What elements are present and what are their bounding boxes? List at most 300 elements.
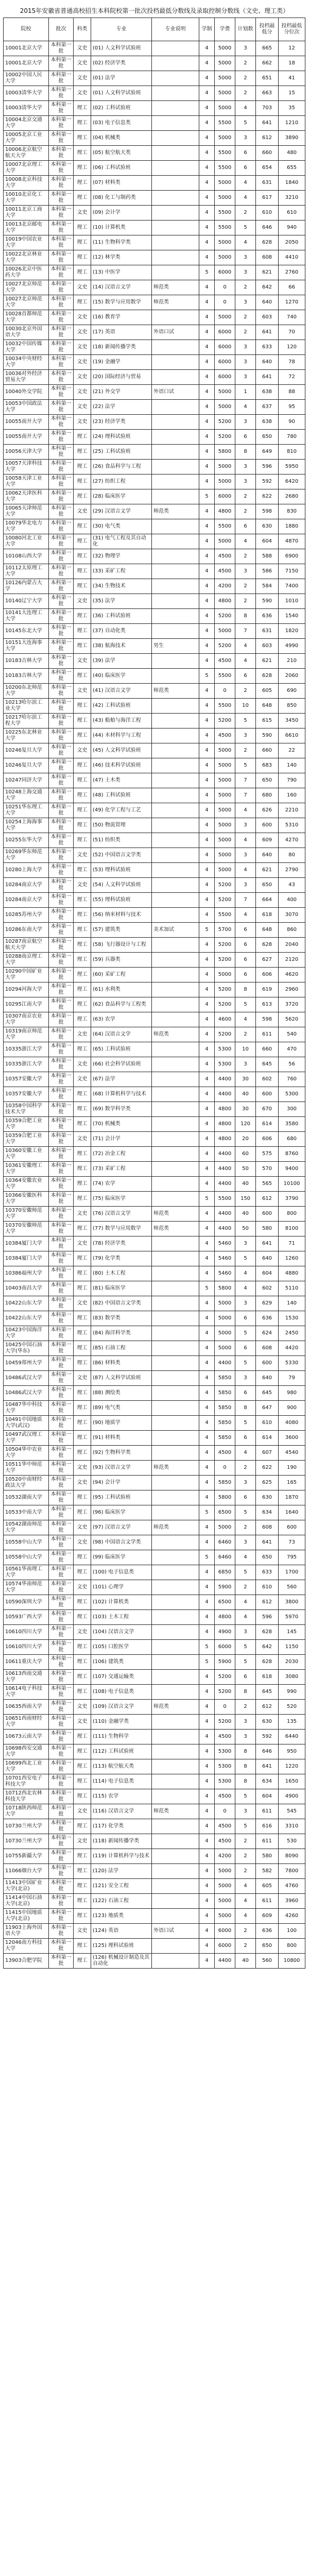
cell-category: 理工 [74,221,91,235]
cell-plan: 4 [235,1909,256,1924]
table-row [4,743,305,758]
cell-category: 理工 [74,1446,91,1461]
cell-plan: 5 [235,1819,256,1834]
cell-note [152,1744,199,1759]
cell-category: 理工 [74,833,91,848]
cell-rank: 2030 [279,1655,305,1670]
cell-note [152,938,199,953]
cell-plan: 6 [235,1386,256,1401]
cell-category: 理工 [74,639,91,654]
cell-note [152,41,199,56]
cell-note: 外语口试 [152,325,199,340]
cell-rank: 100 [279,1924,305,1939]
cell-tuition: 5000 [215,624,235,639]
cell-rank: 1530 [279,1311,305,1326]
table-row [4,1744,305,1759]
cell-plan: 6 [235,669,256,684]
cell-school: 10284南京大学 [4,893,49,908]
cell-years: 4 [199,1580,215,1595]
cell-major: (54) 人文科学试验班 [91,878,152,893]
cell-tuition: 6000 [215,489,235,504]
cell-note [152,1431,199,1446]
cell-min-score: 663 [256,86,279,101]
cell-plan: 4 [235,1446,256,1461]
cell-category: 理工 [74,1610,91,1625]
cell-tuition: 4400 [215,1954,235,1969]
cell-tuition: 6000 [215,370,235,385]
cell-batch: 本科第一批 [49,728,74,743]
cell-tuition: 5850 [215,1386,235,1401]
cell-min-score: 584 [256,579,279,594]
cell-plan: 2 [235,1939,256,1954]
cell-batch: 本科第一批 [49,221,74,235]
cell-rank: 1880 [279,519,305,534]
cell-years: 4 [199,878,215,893]
cell-batch: 本科第一批 [49,997,74,1012]
cell-years: 4 [199,953,215,968]
cell-major: (24) 理科试验班 [91,430,152,445]
admission-table [3,18,305,1969]
table-row [4,564,305,579]
cell-note [152,131,199,146]
cell-rank: 4260 [279,1909,305,1924]
cell-years: 4 [199,848,215,863]
cell-category: 理工 [74,1849,91,1864]
cell-batch: 本科第一批 [49,863,74,878]
cell-major: (80) 土木工程 [91,1266,152,1281]
cell-batch: 本科第一批 [49,684,74,699]
cell-note [152,1894,199,1909]
cell-rank: 22 [279,743,305,758]
cell-school: 10366安徽医科大学 [4,1192,49,1207]
cell-school: 10065天津师范大学 [4,504,49,519]
cell-school: 10183吉林大学 [4,669,49,684]
cell-major: (05) 航空航天类 [91,146,152,161]
cell-batch: 本科第一批 [49,340,74,355]
table-row [4,56,305,71]
cell-batch: 本科第一批 [49,534,74,549]
cell-rank: 4270 [279,833,305,848]
cell-category: 文史 [74,1236,91,1251]
cell-tuition: 5200 [215,1685,235,1700]
cell-note [152,116,199,131]
cell-min-score: 612 [256,1700,279,1715]
cell-plan: 3 [235,818,256,833]
cell-category: 文史 [74,340,91,355]
cell-years: 4 [199,325,215,340]
cell-rank: 1650 [279,1774,305,1789]
cell-major: (92) 生物科学类 [91,1446,152,1461]
cell-plan: 10 [235,1042,256,1057]
cell-years: 5 [199,1655,215,1670]
cell-plan: 2 [235,280,256,295]
cell-tuition: 4500 [215,564,235,579]
cell-batch: 本科第一批 [49,161,74,176]
cell-note [152,1326,199,1341]
cell-note [152,1909,199,1924]
cell-major: (98) 中国语言文学类 [91,1535,152,1550]
cell-min-score: 638 [256,385,279,400]
table-row [4,310,305,325]
table-row [4,1057,305,1072]
cell-major: (103) 土木工程 [91,1610,152,1625]
cell-min-score: 650 [256,1550,279,1565]
cell-plan: 4 [235,101,256,116]
cell-batch: 本科第一批 [49,1789,74,1804]
cell-plan: 3 [235,340,256,355]
cell-plan: 3 [235,1236,256,1251]
cell-category: 文史 [74,1072,91,1087]
cell-rank: 610 [279,206,305,221]
cell-years: 4 [199,579,215,594]
cell-major: (25) 工科试验班 [91,445,152,460]
cell-years: 4 [199,893,215,908]
cell-school: 10755新疆大学 [4,1849,49,1864]
cell-major: (64) 汉语言文学 [91,1027,152,1042]
cell-major: (63) 农学 [91,1012,152,1027]
cell-note [152,460,199,474]
cell-min-score: 617 [256,191,279,206]
cell-major: (85) 石油工程 [91,1341,152,1356]
cell-years: 4 [199,519,215,534]
cell-rank: 950 [279,1744,305,1759]
cell-category: 理工 [74,1192,91,1207]
cell-years: 4 [199,1759,215,1774]
cell-years: 4 [199,1461,215,1476]
cell-category: 理工 [74,1087,91,1102]
cell-category: 文史 [74,654,91,669]
cell-school: 10145东北大学 [4,624,49,639]
cell-tuition: 4400 [215,1162,235,1177]
cell-batch: 本科第一批 [49,758,74,773]
cell-years: 4 [199,1087,215,1102]
cell-category: 理工 [74,923,91,938]
cell-category: 理工 [74,1595,91,1610]
cell-plan: 6 [235,430,256,445]
cell-rank: 43 [279,878,305,893]
cell-rank: 8090 [279,1849,305,1864]
cell-major: (55) 理科试验班 [91,893,152,908]
cell-years: 4 [199,758,215,773]
cell-batch: 本科第一批 [49,310,74,325]
cell-plan: 4 [235,235,256,250]
cell-tuition: 5300 [215,1759,235,1774]
column-header-rank: 投档最低分位次 [279,18,305,41]
cell-plan: 8 [235,445,256,460]
cell-tuition: 6000 [215,1924,235,1939]
cell-tuition: 5500 [215,146,235,161]
cell-rank: 140 [279,758,305,773]
cell-plan: 2 [235,71,256,86]
cell-school: 10610四川大学 [4,1640,49,1655]
cell-category: 理工 [74,714,91,728]
cell-years: 4 [199,1954,215,1969]
cell-batch: 本科第一批 [49,968,74,982]
cell-min-score: 618 [256,1670,279,1685]
table-row [4,579,305,594]
cell-batch: 本科第一批 [49,415,74,430]
cell-category: 理工 [74,549,91,564]
cell-batch: 本科第一批 [49,803,74,818]
table-row [4,1505,305,1520]
cell-tuition: 5700 [215,923,235,938]
table-row [4,1461,305,1476]
cell-school: 10040外交学院 [4,385,49,400]
cell-batch: 本科第一批 [49,1207,74,1222]
cell-min-score: 612 [256,131,279,146]
table-row [4,1371,305,1386]
cell-batch: 本科第一批 [49,385,74,400]
cell-major: (07) 材料类 [91,176,152,191]
cell-rank: 780 [279,430,305,445]
cell-rank: 2960 [279,982,305,997]
table-row [4,923,305,938]
cell-school: 10359合肥工业大学 [4,1132,49,1147]
cell-tuition: 5200 [215,430,235,445]
cell-category: 理工 [74,1401,91,1416]
cell-school: 11413中国矿业大学(北京) [4,1879,49,1894]
cell-category: 理工 [74,997,91,1012]
cell-min-score: 560 [256,1954,279,1969]
cell-plan: 3 [235,1296,256,1311]
cell-batch: 本科第一批 [49,1147,74,1162]
cell-note: 师范类 [152,504,199,519]
cell-plan: 2 [235,1924,256,1939]
cell-tuition: 5200 [215,639,235,654]
cell-category: 理工 [74,1909,91,1924]
cell-major: (14) 汉语言文学 [91,280,152,295]
cell-school: 13903合肥学院 [4,1954,49,1969]
cell-rank: 1010 [279,594,305,609]
cell-major: (101) 心理学 [91,1580,152,1595]
cell-batch: 本科第一批 [49,1774,74,1789]
table-row [4,460,305,474]
cell-major: (49) 化学工程与工艺 [91,803,152,818]
cell-min-score: 575 [256,1147,279,1162]
cell-plan: 5 [235,116,256,131]
cell-years: 4 [199,1266,215,1281]
column-header-tuition: 学费 [215,18,235,41]
cell-school: 10425中国石油大学(华东) [4,1341,49,1356]
cell-school: 10034中央财经大学 [4,355,49,370]
cell-note [152,1774,199,1789]
cell-tuition: 6000 [215,265,235,280]
cell-min-score: 610 [256,1580,279,1595]
cell-school: 10056天津大学 [4,445,49,460]
cell-note [152,788,199,803]
cell-batch: 本科第一批 [49,176,74,191]
cell-min-score: 609 [256,833,279,848]
table-row [4,489,305,504]
cell-major: (37) 自动化类 [91,624,152,639]
cell-major: (120) 法学 [91,1864,152,1879]
cell-min-score: 670 [256,1102,279,1117]
cell-school: 10611重庆大学 [4,1655,49,1670]
cell-note [152,968,199,982]
cell-rank: 3800 [279,1595,305,1610]
cell-min-score: 628 [256,1625,279,1640]
cell-rank: 3790 [279,1192,305,1207]
cell-note [152,1401,199,1416]
cell-years: 4 [199,564,215,579]
cell-batch: 本科第一批 [49,982,74,997]
cell-batch: 本科第一批 [49,1954,74,1969]
cell-major: (81) 临床医学 [91,1281,152,1296]
cell-category: 理工 [74,1386,91,1401]
cell-tuition: 5200 [215,1715,235,1730]
table-row [4,1042,305,1057]
cell-plan: 5 [235,1655,256,1670]
cell-major: (65) 工科试验班 [91,1042,152,1057]
cell-rank: 56 [279,1057,305,1072]
cell-batch: 本科第一批 [49,86,74,101]
cell-years: 4 [199,221,215,235]
table-row [4,1580,305,1595]
cell-rank: 2120 [279,953,305,968]
cell-major: (118) 新闻传播学类 [91,1834,152,1849]
cell-rank: 1640 [279,1505,305,1520]
cell-min-score: 650 [256,430,279,445]
cell-category: 文史 [74,1700,91,1715]
cell-note [152,1102,199,1117]
cell-tuition: 5200 [215,893,235,908]
cell-tuition: 5200 [215,997,235,1012]
cell-major: (67) 法学 [91,1072,152,1087]
cell-tuition: 5800 [215,1490,235,1505]
cell-note [152,489,199,504]
cell-major: (15) 数学与应用数学 [91,295,152,310]
cell-tuition: 5300 [215,1042,235,1057]
cell-category: 理工 [74,579,91,594]
cell-category: 文史 [74,1027,91,1042]
cell-years: 4 [199,1147,215,1162]
cell-tuition: 5000 [215,968,235,982]
cell-rank: 5970 [279,1610,305,1625]
cell-years: 4 [199,1251,215,1266]
cell-plan: 3 [235,1371,256,1386]
cell-major: (82) 中国语言文学类 [91,1296,152,1311]
cell-min-score: 613 [256,997,279,1012]
cell-rank: 70 [279,325,305,340]
table-row [4,1670,305,1685]
cell-batch: 本科第一批 [49,1251,74,1266]
cell-school: 10423中国海洋大学 [4,1326,49,1341]
cell-years: 5 [199,1505,215,1520]
cell-years: 4 [199,1774,215,1789]
cell-min-score: 703 [256,101,279,116]
column-header-note: 专业说明 [152,18,199,41]
cell-plan: 4 [235,833,256,848]
cell-category: 文史 [74,878,91,893]
cell-school: 10005北京工业大学 [4,131,49,146]
table-row [4,609,305,624]
cell-batch: 本科第一批 [49,1117,74,1132]
cell-plan: 5 [235,221,256,235]
cell-years: 4 [199,1789,215,1804]
cell-school: 10002中国人民大学 [4,71,49,86]
cell-note [152,549,199,564]
cell-school: 10357安徽大学 [4,1087,49,1102]
cell-batch: 本科第一批 [49,1610,74,1625]
cell-years: 4 [199,1730,215,1744]
cell-school: 10027北京师范大学 [4,280,49,295]
cell-batch: 本科第一批 [49,1356,74,1371]
cell-years: 4 [199,1490,215,1505]
cell-tuition: 5000 [215,1864,235,1879]
cell-min-score: 650 [256,773,279,788]
cell-years: 4 [199,1296,215,1311]
cell-note [152,714,199,728]
cell-note [152,833,199,848]
cell-plan: 5 [235,758,256,773]
table-row [4,654,305,669]
cell-years: 4 [199,1102,215,1117]
cell-min-score: 629 [256,1296,279,1311]
cell-min-score: 660 [256,146,279,161]
cell-major: (89) 电气类 [91,1401,152,1416]
table-row [4,1356,305,1371]
cell-min-score: 662 [256,56,279,71]
cell-category: 理工 [74,1102,91,1117]
cell-rank: 2060 [279,669,305,684]
cell-note [152,1685,199,1700]
cell-plan: 3 [235,1057,256,1072]
cell-rank: 4080 [279,1416,305,1431]
cell-note [152,579,199,594]
cell-note [152,1670,199,1685]
cell-batch: 本科第一批 [49,1177,74,1192]
cell-category: 文史 [74,56,91,71]
cell-note [152,101,199,116]
cell-major: (94) 会计学 [91,1476,152,1490]
cell-major: (10) 计算机类 [91,221,152,235]
cell-note: 师范类 [152,1700,199,1715]
cell-note [152,370,199,385]
cell-category: 文史 [74,1580,91,1595]
cell-tuition: 5000 [215,863,235,878]
cell-tuition: 4200 [215,579,235,594]
cell-school: 10140辽宁大学 [4,594,49,609]
cell-plan: 2 [235,206,256,221]
cell-plan: 8 [235,1685,256,1700]
cell-major: (125) 理科试验班 [91,1939,152,1954]
cell-rank: 8760 [279,1147,305,1162]
cell-rank: 790 [279,773,305,788]
cell-min-score: 605 [256,684,279,699]
cell-note [152,1759,199,1774]
table-row [4,1266,305,1281]
cell-rank: 830 [279,504,305,519]
cell-major: (27) 纺织工程 [91,474,152,489]
cell-note: 师范类 [152,295,199,310]
cell-min-score: 621 [256,265,279,280]
table-row [4,624,305,639]
cell-school: 10008北京科技大学 [4,176,49,191]
cell-major: (102) 计算机类 [91,1595,152,1610]
table-row [4,714,305,728]
cell-note [152,400,199,415]
table-row [4,355,305,370]
cell-years: 4 [199,385,215,400]
cell-major: (109) 汉语言文学 [91,1700,152,1715]
cell-note [152,1655,199,1670]
cell-school: 10011北京工商大学 [4,206,49,221]
cell-major: (18) 新闻传播学类 [91,340,152,355]
cell-note: 师范类 [152,1207,199,1222]
cell-major: (114) 电子信息类 [91,1774,152,1789]
cell-rank: 760 [279,1072,305,1087]
cell-category: 文史 [74,206,91,221]
